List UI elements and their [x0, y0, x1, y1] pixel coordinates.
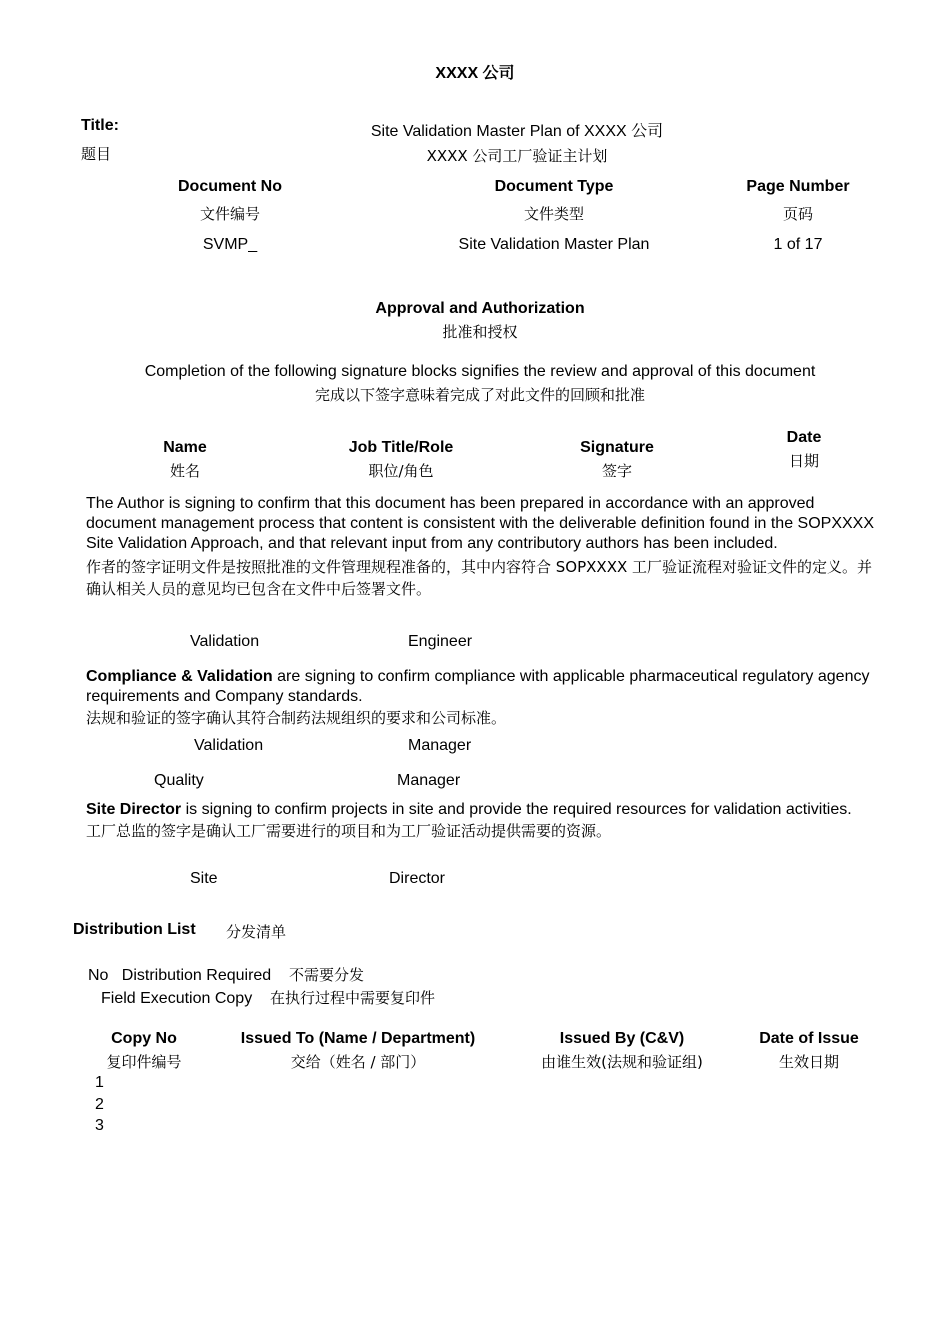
doc-type-header-cn: 文件类型 — [523, 205, 584, 223]
title-label-cn: 题目 — [81, 145, 112, 163]
doc-type-value: Site Validation Master Plan — [458, 236, 650, 253]
approval-intro-cn: 完成以下签字意味着完成了对此文件的回顾和批准 — [314, 386, 645, 404]
doc-type-header: Document Type — [494, 178, 614, 195]
option-field-execution-cn: 在执行过程中需要复印件 — [269, 989, 435, 1007]
page-number-header-cn: 页码 — [782, 205, 813, 223]
issued-by-header: Issued By (C&V) — [559, 1030, 685, 1047]
approval-heading-cn: 批准和授权 — [442, 323, 518, 341]
signer-validation-dept: Validation — [194, 737, 264, 754]
no-distribution-option[interactable] — [88, 964, 364, 985]
document-title-cn: XXXX 公司工厂验证主计划 — [426, 147, 608, 165]
doc-no-header: Document No — [178, 178, 282, 195]
issued-to-header-cn: 交给（姓名 / 部门） — [290, 1053, 426, 1071]
table-row: 3 — [95, 1117, 104, 1134]
company-header: XXXX 公司 — [435, 65, 515, 82]
compliance-statement-cn: 法规和验证的签字确认其符合制药法规组织的要求和公司标准。 — [86, 709, 507, 727]
copy-no-header-cn: 复印件编号 — [106, 1053, 182, 1071]
signer-director-dept: Site — [190, 870, 218, 887]
signer-validation-role: Manager — [408, 737, 472, 754]
page-number-value: 1 of 17 — [773, 236, 823, 253]
doc-no-header-cn: 文件编号 — [199, 205, 260, 223]
doc-no-value: SVMP_ — [202, 236, 258, 253]
option-distribution-required: Distribution Required — [121, 967, 272, 984]
issued-to-header: Issued To (Name / Department) — [240, 1030, 476, 1047]
date-of-issue-header-cn: 生效日期 — [778, 1053, 839, 1071]
distribution-heading-cn: 分发清单 — [226, 923, 287, 941]
date-col-header: Date — [786, 429, 822, 446]
director-statement-bold: Site Director — [86, 801, 182, 818]
date-of-issue-header: Date of Issue — [759, 1030, 859, 1047]
field-execution-copy-option[interactable] — [101, 987, 435, 1008]
date-col-header-cn: 日期 — [788, 452, 819, 470]
issued-by-header-cn: 由谁生效(法规和验证组) — [541, 1053, 703, 1071]
name-col-header: Name — [163, 439, 207, 456]
signature-col-header-cn: 签字 — [601, 462, 632, 480]
signature-col-header: Signature — [580, 439, 654, 456]
role-col-header-cn: 职位/角色 — [368, 462, 434, 480]
page-number-header: Page Number — [746, 178, 850, 195]
option-field-execution: Field Execution Copy — [101, 990, 253, 1007]
distribution-heading: Distribution List — [73, 921, 196, 938]
approval-intro: Completion of the following signature blocks signifies the review and approval of this document — [144, 363, 816, 380]
compliance-statement-bold: Compliance & Validation — [86, 668, 273, 685]
copy-no-header: Copy No — [111, 1030, 177, 1047]
approval-heading: Approval and Authorization — [375, 300, 585, 317]
option-distribution-required-cn: 不需要分发 — [288, 966, 364, 984]
compliance-statement-rest: are signing to confirm compliance with applicable pharmaceutical regulatory agency requirements and Company standards. — [86, 668, 870, 705]
signer-director-role: Director — [389, 870, 446, 887]
director-statement-rest: is signing to confirm projects in site and provide the required resources for validation activities. — [181, 801, 852, 818]
name-col-header-cn: 姓名 — [169, 462, 200, 480]
title-label: Title: — [81, 117, 119, 134]
document-title: Site Validation Master Plan of XXXX 公司 — [370, 123, 664, 140]
author-statement — [86, 494, 886, 600]
table-row: 1 — [95, 1074, 104, 1091]
signer-quality-dept: Quality — [154, 772, 204, 789]
signer-author-role: Engineer — [408, 633, 473, 650]
signer-quality-role: Manager — [397, 772, 461, 789]
compliance-statement — [86, 667, 886, 729]
table-row: 2 — [95, 1096, 104, 1113]
author-statement-en: The Author is signing to confirm that this document has been prepared in accordance with an approved document management process that content is consistent with the deliverable definition found in the SOPXXXX Site Validation Approach, and that relevant input from any contributory authors has been included. — [86, 495, 875, 552]
signer-author-dept: Validation — [190, 633, 260, 650]
role-col-header: Job Title/Role — [348, 439, 454, 456]
option-no-label: No — [88, 967, 109, 984]
director-statement-cn: 工厂总监的签字是确认工厂需要进行的项目和为工厂验证活动提供需要的资源。 — [86, 822, 612, 840]
director-statement — [86, 800, 886, 842]
author-statement-cn: 作者的签字证明文件是按照批准的文件管理规程准备的，其中内容符合 SOPXXXX 工厂验证流程对验证文件的定义。并确认相关人员的意见均已包含在文件中后签署文件。 — [86, 558, 873, 598]
